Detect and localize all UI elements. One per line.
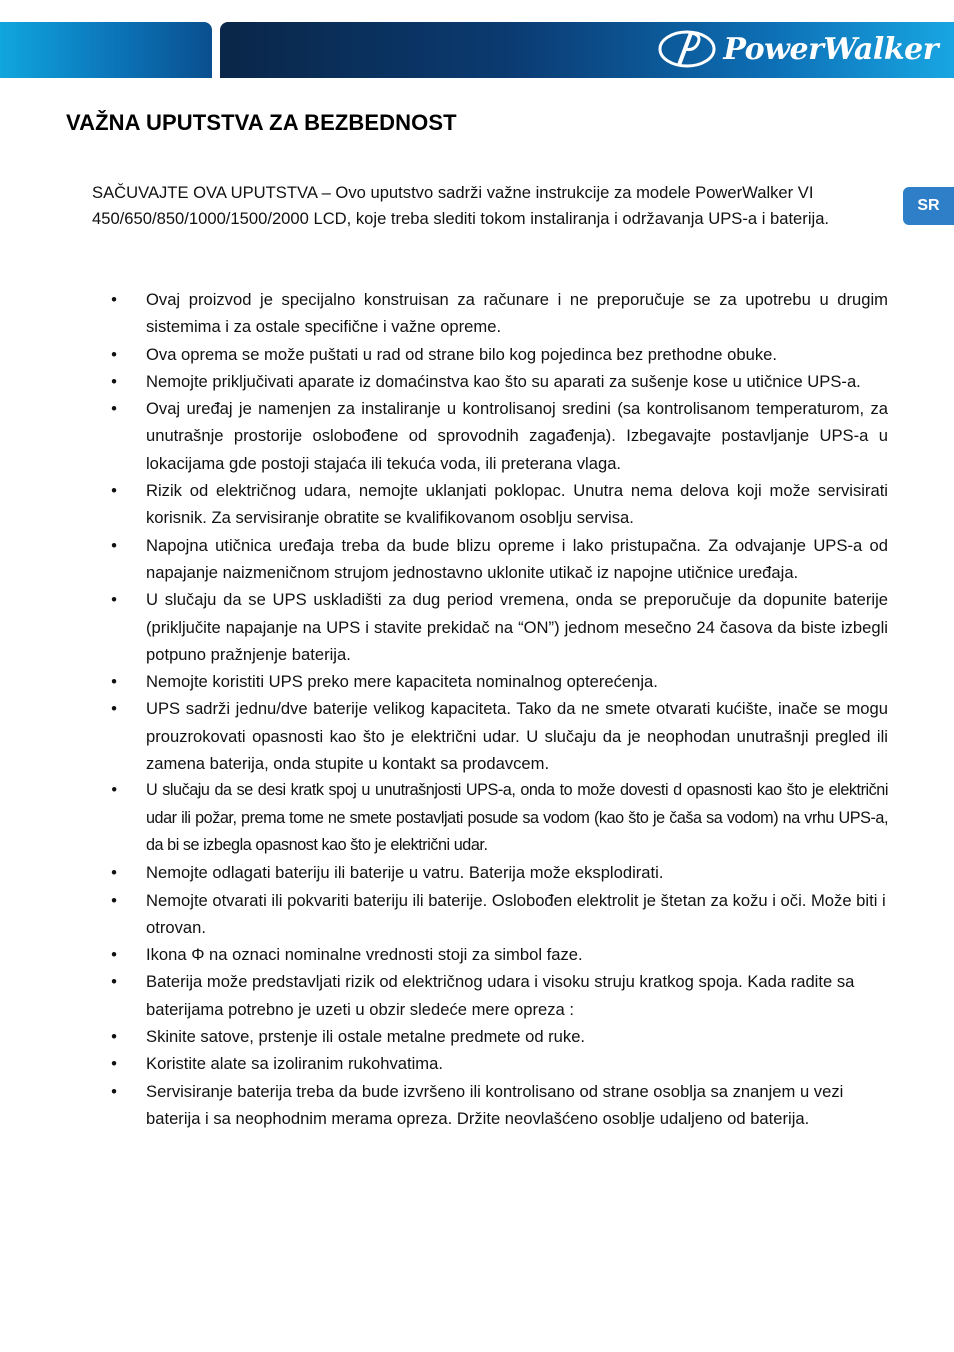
list-item xyxy=(92,532,888,587)
list-item-text: UPS sadrži jednu/dve baterije velikog kapaciteta. Tako da ne smete otvarati kućište, inače se mogu prouzrokovati opasnosti kao što je električni udar. U slučaju da je neophodan unutrašnji pregled ili zamena baterija, onda stupite u kontakt sa prodavcem. xyxy=(146,699,888,774)
list-item-text: Nemojte otvarati ili pokvariti bateriju ili baterije. Oslobođen elektrolit je štetan za kožu i oči. Može biti i otrovan. xyxy=(146,890,886,937)
brand-logo-text: PowerWalker xyxy=(723,31,938,67)
list-item-text: Ovaj uređaj je namenjen za instaliranje u kontrolisanoj sredini (sa kontrolisanom temperaturom, za unutrašnje prostorije oslobođene od sprovodnih zagađenja). Izbegavajte postavljanje UPS-a u lokacijama gde postoji stajaća ili tekuća voda, ili preterana vlaga. xyxy=(146,399,888,473)
bullet-icon: • xyxy=(111,399,117,419)
list-item-text: Nemojte priključivati aparate iz domaćinstva kao što su aparati za sušenje kose u utičnice UPS-a. xyxy=(146,371,861,391)
powerwalker-emblem-icon xyxy=(657,27,717,71)
list-item xyxy=(92,777,888,859)
list-item xyxy=(92,1078,888,1133)
list-item xyxy=(92,1023,888,1050)
list-item xyxy=(92,859,888,886)
list-item xyxy=(92,968,888,1023)
list-item-text: Ova oprema se može puštati u rad od strane bilo kog pojedinca bez prethodne obuke. xyxy=(146,344,777,364)
bullet-icon: • xyxy=(111,344,117,364)
list-item xyxy=(92,941,888,968)
list-item-text: Baterija može predstavljati rizik od električnog udara i visoku struju kratkog spoja. Kada radite sa baterijama potrebno je uzeti u obzir sledeće mere opreza : xyxy=(146,972,855,1019)
intro-paragraph: SAČUVAJTE OVA UPUTSTVA – Ovo uputstvo sadrži važne instrukcije za modele PowerWalker VI 450/650/850/1000/1500/2000 LCD, koje treba slediti tokom instaliranja i održavanja UPS-a i baterija. xyxy=(92,183,830,228)
bullet-icon: • xyxy=(111,535,117,555)
bullet-icon: • xyxy=(111,972,117,992)
bullet-icon: • xyxy=(111,781,117,800)
list-item xyxy=(92,586,888,668)
list-item xyxy=(92,368,888,395)
bullet-icon: • xyxy=(111,1081,117,1101)
bullet-icon: • xyxy=(111,699,117,719)
bullet-icon: • xyxy=(111,1027,117,1047)
list-item xyxy=(92,341,888,368)
list-item-text: Napojna utičnica uređaja treba da bude blizu opreme i lako pristupačna. Za odvajanje UPS-a od napajanje naizmeničnom strujom jednostavno uklonite utikač iz napojne utičnice uređaja. xyxy=(146,535,888,582)
list-item-text: Rizik od električnog udara, nemojte uklanjati poklopac. Unutra nema delova koji može servisirati korisnik. Za servisiranje obratite se kvalifikovanom osoblju servisa. xyxy=(146,481,888,528)
page-header xyxy=(0,0,954,78)
list-item-text: Skinite satove, prstenje ili ostale metalne predmete od ruke. xyxy=(146,1027,586,1047)
bullet-icon: • xyxy=(111,590,117,610)
list-item-text: Nemojte odlagati bateriju ili baterije u vatru. Baterija može eksplodirati. xyxy=(146,863,664,883)
list-item xyxy=(92,887,888,942)
bullet-icon: • xyxy=(111,371,117,391)
language-tab-sr: SR xyxy=(903,187,954,225)
list-item-text: Ikona Φ na oznaci nominalne vrednosti stoji za simbol faze. xyxy=(146,945,583,965)
bullet-icon: • xyxy=(111,863,117,883)
header-bar-left xyxy=(0,22,212,78)
bullet-icon: • xyxy=(111,672,117,692)
list-item xyxy=(92,1050,888,1077)
bullet-icon: • xyxy=(111,945,117,965)
list-item-text: U slučaju da se UPS uskladišti za dug period vremena, onda se preporučuje da dopunite baterije (priključite napajanje na UPS i stavite prekidač na “ON”) jednom mesečno 24 časova da biste izbegli potpuno pražnjenje baterija. xyxy=(146,590,888,664)
list-item xyxy=(92,286,888,341)
list-item-text: Servisiranje baterija treba da bude izvršeno ili kontrolisano od strane osoblja sa znanjem u vezi baterija i sa neophodnim merama opreza. Držite neovlašćeno osoblje udaljeno od baterija. xyxy=(146,1081,844,1128)
list-item-text: Nemojte koristiti UPS preko mere kapaciteta nominalnog opterećenja. xyxy=(146,672,658,692)
page-title: VAŽNA UPUTSTVA ZA BEZBEDNOST xyxy=(66,110,457,135)
list-item xyxy=(92,695,888,777)
list-item-text: Koristite alate sa izoliranim rukohvatima. xyxy=(146,1054,443,1074)
list-item xyxy=(92,668,888,695)
list-item-text: U slučaju da se desi kratk spoj u unutrašnjosti UPS-a, onda to može dovesti d opasnosti kao što je električni udar ili požar, prema tome ne smete postavljati posude sa vodom (kao što je čaša sa vodom) na vrhu UPS-a, da bi se izbegla opasnost kao što je električni udar. xyxy=(146,781,888,854)
list-item xyxy=(92,395,888,477)
bullet-icon: • xyxy=(111,890,117,910)
list-item xyxy=(92,477,888,532)
list-item-text: Ovaj proizvod je specijalno konstruisan za računare i ne preporučuje se za upotrebu u drugim sistemima i za ostale specifične i važne opreme. xyxy=(146,290,888,337)
bullet-icon: • xyxy=(111,1054,117,1074)
bullet-icon: • xyxy=(111,290,117,309)
bullet-icon: • xyxy=(111,481,117,501)
safety-instructions-list xyxy=(92,286,888,1132)
brand-logo xyxy=(657,26,938,72)
